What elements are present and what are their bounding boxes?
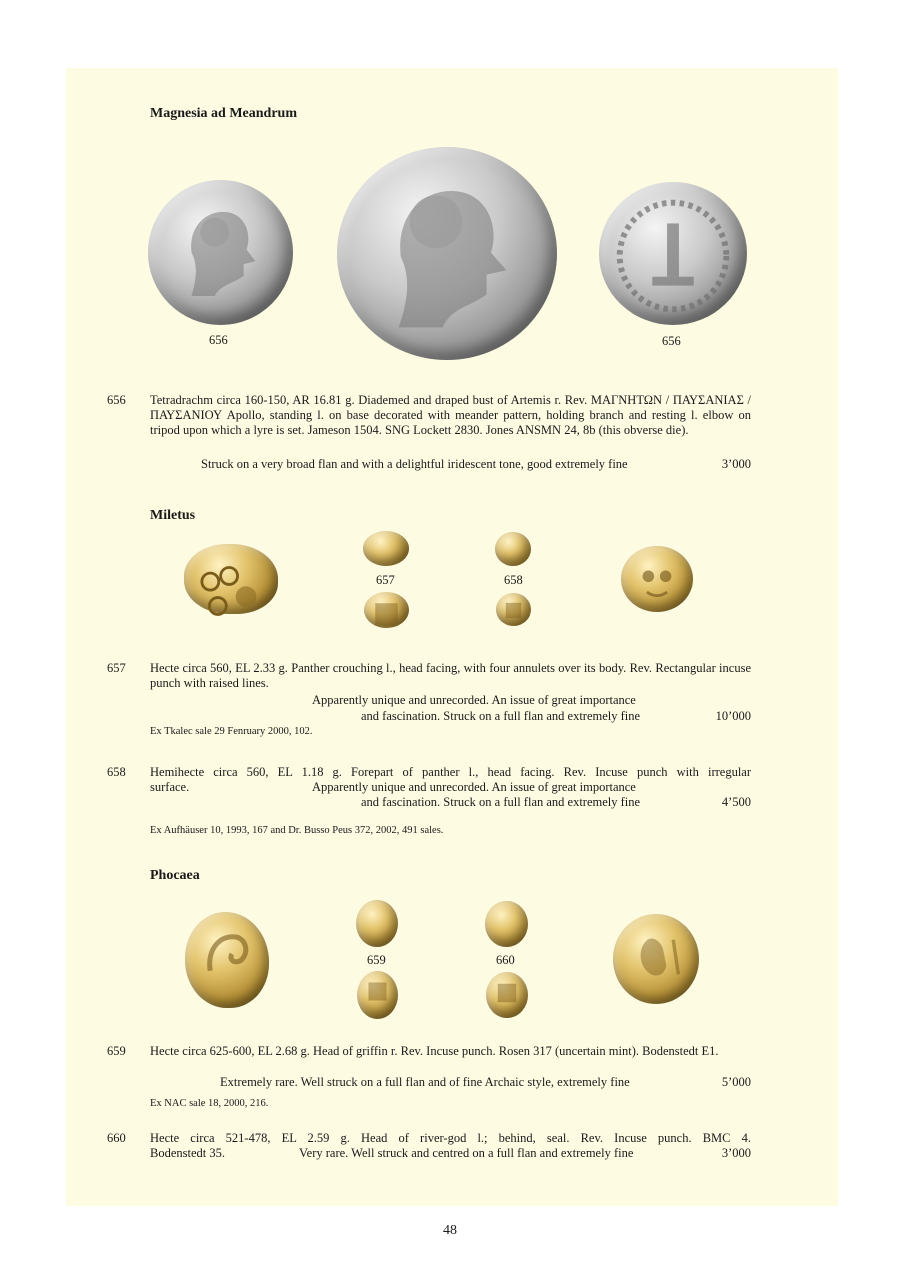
lot-provenance-657: Ex Tkalec sale 29 Fenruary 2000, 102.: [150, 726, 313, 737]
lot-description-660-line1: Hecte circa 521-478, EL 2.59 g. Head of river-god l.; behind, seal. Rev. Incuse punch. BMC 4.: [150, 1131, 751, 1145]
lot-description-658-line1: Hemihecte circa 560, EL 1.18 g. Forepart of panther l., head facing. Rev. Incuse punch with irregular: [150, 765, 751, 779]
figure-label-656-right: 656: [662, 334, 681, 348]
lot-price-656: 3’000: [721, 457, 751, 471]
lot-condition-658-line1: Apparently unique and unrecorded. An issue of great importance: [312, 780, 636, 794]
section-title-miletus: Miletus: [150, 508, 196, 523]
coin-659-obverse-enlarged-image: [185, 912, 269, 1008]
lot-condition-658-line2: and fascination. Struck on a full flan and extremely fine: [361, 795, 641, 809]
figure-label-657: 657: [376, 573, 395, 587]
coin-657-obverse-enlarged-image: [184, 544, 278, 614]
lot-condition-657-line2: and fascination. Struck on a full flan and extremely fine: [361, 709, 641, 723]
lot-description-658-line2: surface.: [150, 780, 190, 794]
lot-number-657: 657: [107, 661, 126, 675]
figure-label-656-left: 656: [209, 333, 228, 347]
figure-label-659: 659: [367, 953, 386, 967]
lot-description-657: Hecte circa 560, EL 2.33 g. Panther crouching l., head facing, with four annulets over its body. Rev. Rectangular incuse punch with raised lines.: [150, 661, 751, 690]
lot-price-657: 10’000: [715, 709, 751, 723]
lot-number-658: 658: [107, 765, 126, 779]
lot-description-659: Hecte circa 625-600, EL 2.68 g. Head of griffin r. Rev. Incuse punch. Rosen 317 (uncertain mint). Bodenstedt E1.: [150, 1044, 719, 1058]
page-number: 48: [443, 1223, 457, 1238]
section-title-phocaea: Phocaea: [150, 868, 200, 883]
lot-number-656: 656: [107, 393, 126, 407]
lot-condition-660: Very rare. Well struck and centred on a full flan and extremely fine: [299, 1146, 634, 1160]
lot-description-656: Tetradrachm circa 160-150, AR 16.81 g. Diademed and draped bust of Artemis r. Rev. ΜΑΓΝΗΤΩΝ / ΠΑΥΣΑΝΙΑΣ / ΠΑΥΣΑΝΙΟΥ Apollo, standing l. on base decorated with meander pattern, holding branch and resting l. elbow on tripod upon which a lyre is set. Jameson 1504. SNG Lockett 2830. Jones ANSMN 24, 8b (this obverse die).: [150, 393, 751, 437]
coin-658-obverse-enlarged-image: [621, 546, 693, 612]
coin-657-reverse-image: [364, 592, 409, 628]
coin-658-reverse-image: [496, 593, 531, 626]
figure-label-658: 658: [504, 573, 523, 587]
lot-condition-656: Struck on a very broad flan and with a delightful iridescent tone, good extremely fine: [201, 457, 628, 471]
section-title-magnesia: Magnesia ad Meandrum: [150, 106, 297, 121]
lot-provenance-658: Ex Aufhäuser 10, 1993, 167 and Dr. Busso Peus 372, 2002, 491 sales.: [150, 825, 444, 836]
coin-658-obverse-image: [495, 532, 531, 566]
lot-price-658: 4’500: [721, 795, 751, 809]
coin-659-reverse-image: [357, 971, 398, 1019]
lot-number-660: 660: [107, 1131, 126, 1145]
lot-condition-657-line1: Apparently unique and unrecorded. An issue of great importance: [312, 693, 636, 707]
coin-656-obverse-large-image: [337, 147, 557, 360]
lot-provenance-659: Ex NAC sale 18, 2000, 216.: [150, 1098, 269, 1109]
coin-659-obverse-image: [356, 900, 398, 947]
coin-660-obverse-image: [485, 901, 528, 947]
coin-656-obverse-small-image: [148, 180, 293, 325]
coin-660-reverse-image: [486, 972, 528, 1018]
lot-number-659: 659: [107, 1044, 126, 1058]
lot-price-660: 3’000: [721, 1146, 751, 1160]
coin-660-obverse-enlarged-image: [613, 914, 699, 1004]
lot-price-659: 5’000: [721, 1075, 751, 1089]
coin-657-obverse-image: [363, 531, 409, 566]
lot-description-660-line2: Bodenstedt 35.: [150, 1146, 225, 1160]
coin-656-reverse-image: [599, 182, 747, 325]
lot-condition-659: Extremely rare. Well struck on a full flan and of fine Archaic style, extremely fine: [220, 1075, 630, 1089]
figure-label-660: 660: [496, 953, 515, 967]
